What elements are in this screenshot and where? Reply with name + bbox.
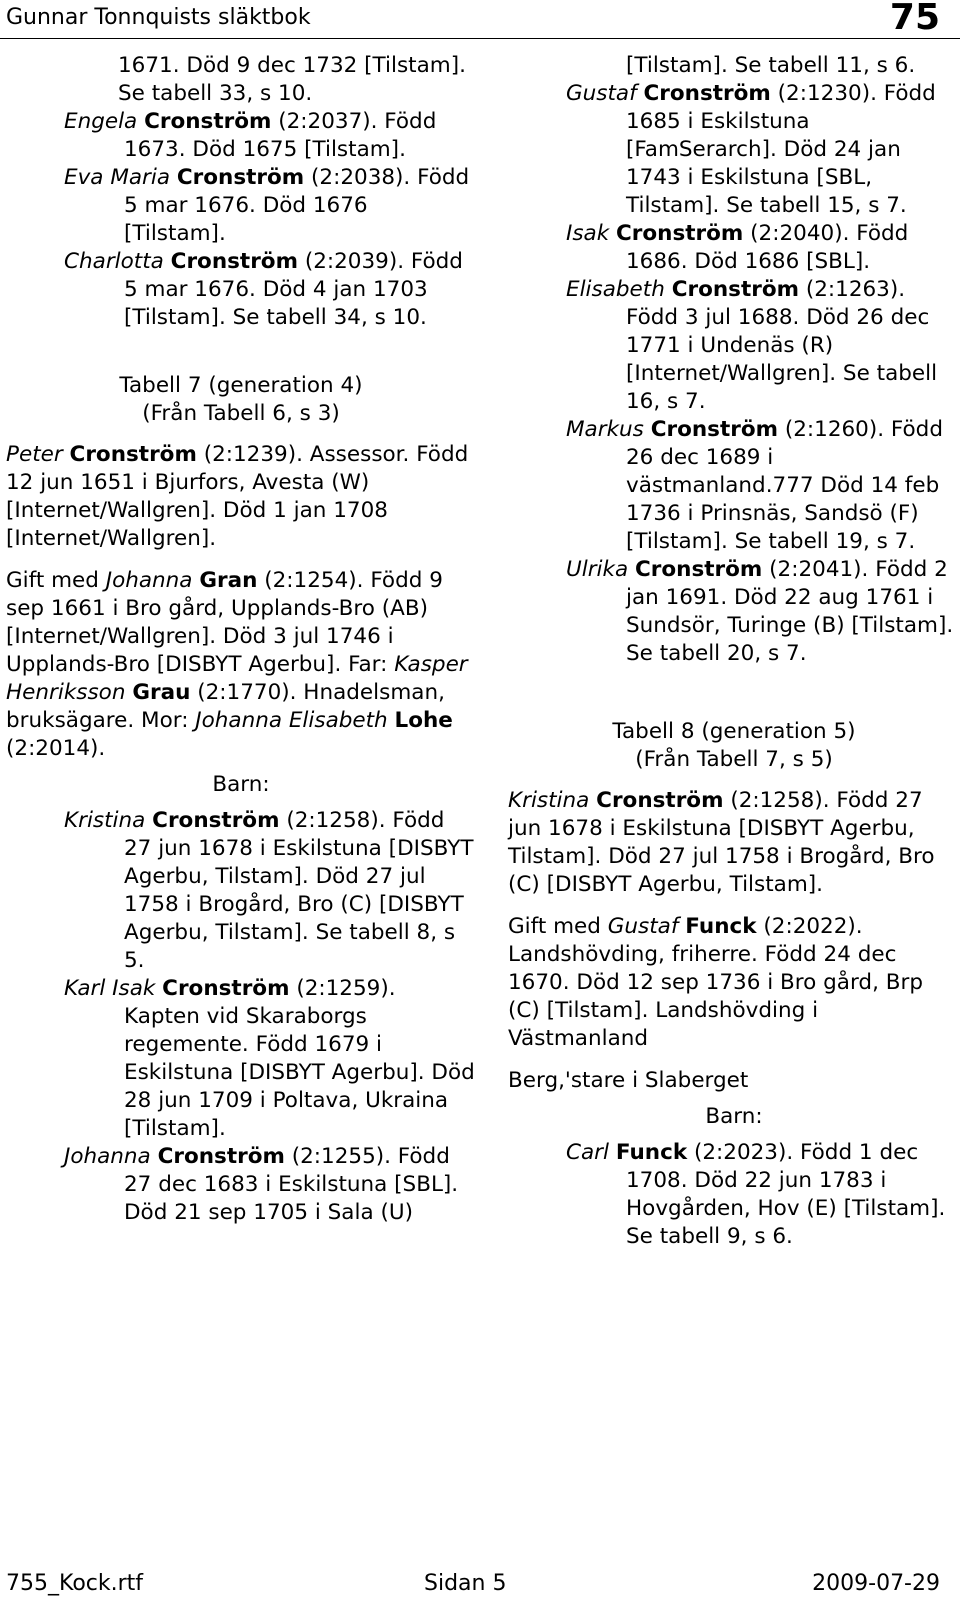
right-column: [508, 52, 960, 1251]
continued-entry: [Tilstam]. Se tabell 11, s 6.: [626, 53, 916, 78]
spouse-entry: Gift med Johanna Gran (2:1254). Född 9 sep 1661 i Bro gård, Upplands-Bro (AB) [Internet/Wallgren]. Död 3 jul 1746 i Upplands-Bro [DISBYT Agerbu]. Far: Kasper Henriksson Grau (2:1770). Hnadelsman, bruksägare. Mor: Johanna Elisabeth Lohe (2:2014).: [6, 568, 468, 761]
child-entry: Markus Cronström (2:1260). Född 26 dec 1689 i västmanland.777 Död 14 feb 1736 i Prinsnäs, Sandsö (F) [Tilstam]. Se tabell 19, s 7.: [566, 417, 943, 554]
page-number: 75: [889, 0, 940, 38]
child-entry: Ulrika Cronström (2:2041). Född 2 jan 1691. Död 22 aug 1761 i Sundsör, Turinge (B) [Tilstam]. Se tabell 20, s 7.: [566, 557, 954, 666]
children-label: Barn:: [212, 772, 270, 797]
child-entry: Carl Funck (2:2023). Född 1 dec 1708. Död 22 jun 1783 i Hovgården, Hov (E) [Tilstam]. Se tabell 9, s 6.: [566, 1140, 946, 1249]
child-entry: Gustaf Cronström (2:1230). Född 1685 i Eskilstuna [FamSerarch]. Död 24 jan 1743 i Eskilstuna [SBL, Tilstam]. Se tabell 15, s 7.: [566, 81, 936, 218]
header-title: Gunnar Tonnquists släktbok: [6, 5, 311, 30]
footer-filename: 755_Kock.rtf: [6, 1571, 144, 1596]
sibling-entry: Engela Cronström (2:2037). Född 1673. Död 1675 [Tilstam].: [64, 109, 437, 162]
children-list: [566, 80, 960, 668]
main-person: Peter Cronström (2:1239). Assessor. Född 12 jun 1651 i Bjurfors, Avesta (W) [Internet/Wallgren]. Död 1 jan 1708 [Internet/Wallgren].: [6, 442, 469, 551]
note: Berg,'stare i Slaberget: [508, 1068, 749, 1093]
child-entry: Isak Cronström (2:2040). Född 1686. Död 1686 [SBL].: [566, 221, 909, 274]
sibling-entry: Eva Maria Cronström (2:2038). Född 5 mar 1676. Död 1676 [Tilstam].: [64, 165, 470, 246]
table-heading: Tabell 8 (generation 5) (Från Tabell 7, s 5): [612, 719, 856, 772]
child-entry: Elisabeth Cronström (2:1263). Född 3 jul 1688. Död 26 dec 1771 i Undenäs (R) [Internet/Wallgren]. Se tabell 16, s 7.: [566, 277, 938, 414]
children-list: [566, 1139, 960, 1251]
children-list: [64, 807, 476, 1227]
child-entry: Kristina Cronström (2:1258). Född 27 jun 1678 i Eskilstuna [DISBYT Agerbu, Tilstam]. Död 27 jul 1758 i Brogård, Bro (C) [DISBYT Agerbu, Tilstam]. Se tabell 8, s 5.: [64, 808, 474, 973]
child-entry: Johanna Cronström (2:1255). Född 27 dec 1683 i Eskilstuna [SBL]. Död 21 sep 1705 i Sala (U): [64, 1144, 459, 1225]
sibling-list: [64, 108, 476, 332]
spouse-entry: Gift med Gustaf Funck (2:2022). Landshövding, friherre. Född 24 dec 1670. Död 12 sep 1736 i Bro gård, Brp (C) [Tilstam]. Landshövding i Västmanland: [508, 914, 923, 1051]
children-label: Barn:: [705, 1104, 763, 1129]
main-person: Kristina Cronström (2:1258). Född 27 jun 1678 i Eskilstuna [DISBYT Agerbu, Tilstam]. Död 27 jul 1758 i Brogård, Bro (C) [DISBYT Agerbu, Tilstam].: [508, 788, 935, 897]
table-heading: Tabell 7 (generation 4) (Från Tabell 6, s 3): [119, 373, 363, 426]
left-column: [6, 52, 476, 1227]
child-entry: Karl Isak Cronström (2:1259). Kapten vid Skaraborgs regemente. Född 1679 i Eskilstuna [DISBYT Agerbu]. Död 28 jun 1709 i Poltava, Ukraina [Tilstam].: [64, 976, 475, 1141]
footer-page-label: Sidan 5: [424, 1571, 507, 1596]
header-rule: [0, 38, 960, 39]
footer-date: 2009-07-29: [812, 1571, 940, 1596]
continued-entry: 1671. Död 9 dec 1732 [Tilstam]. Se tabell 33, s 10.: [118, 53, 466, 106]
sibling-entry: Charlotta Cronström (2:2039). Född 5 mar 1676. Död 4 jan 1703 [Tilstam]. Se tabell 34, s 10.: [64, 249, 463, 330]
